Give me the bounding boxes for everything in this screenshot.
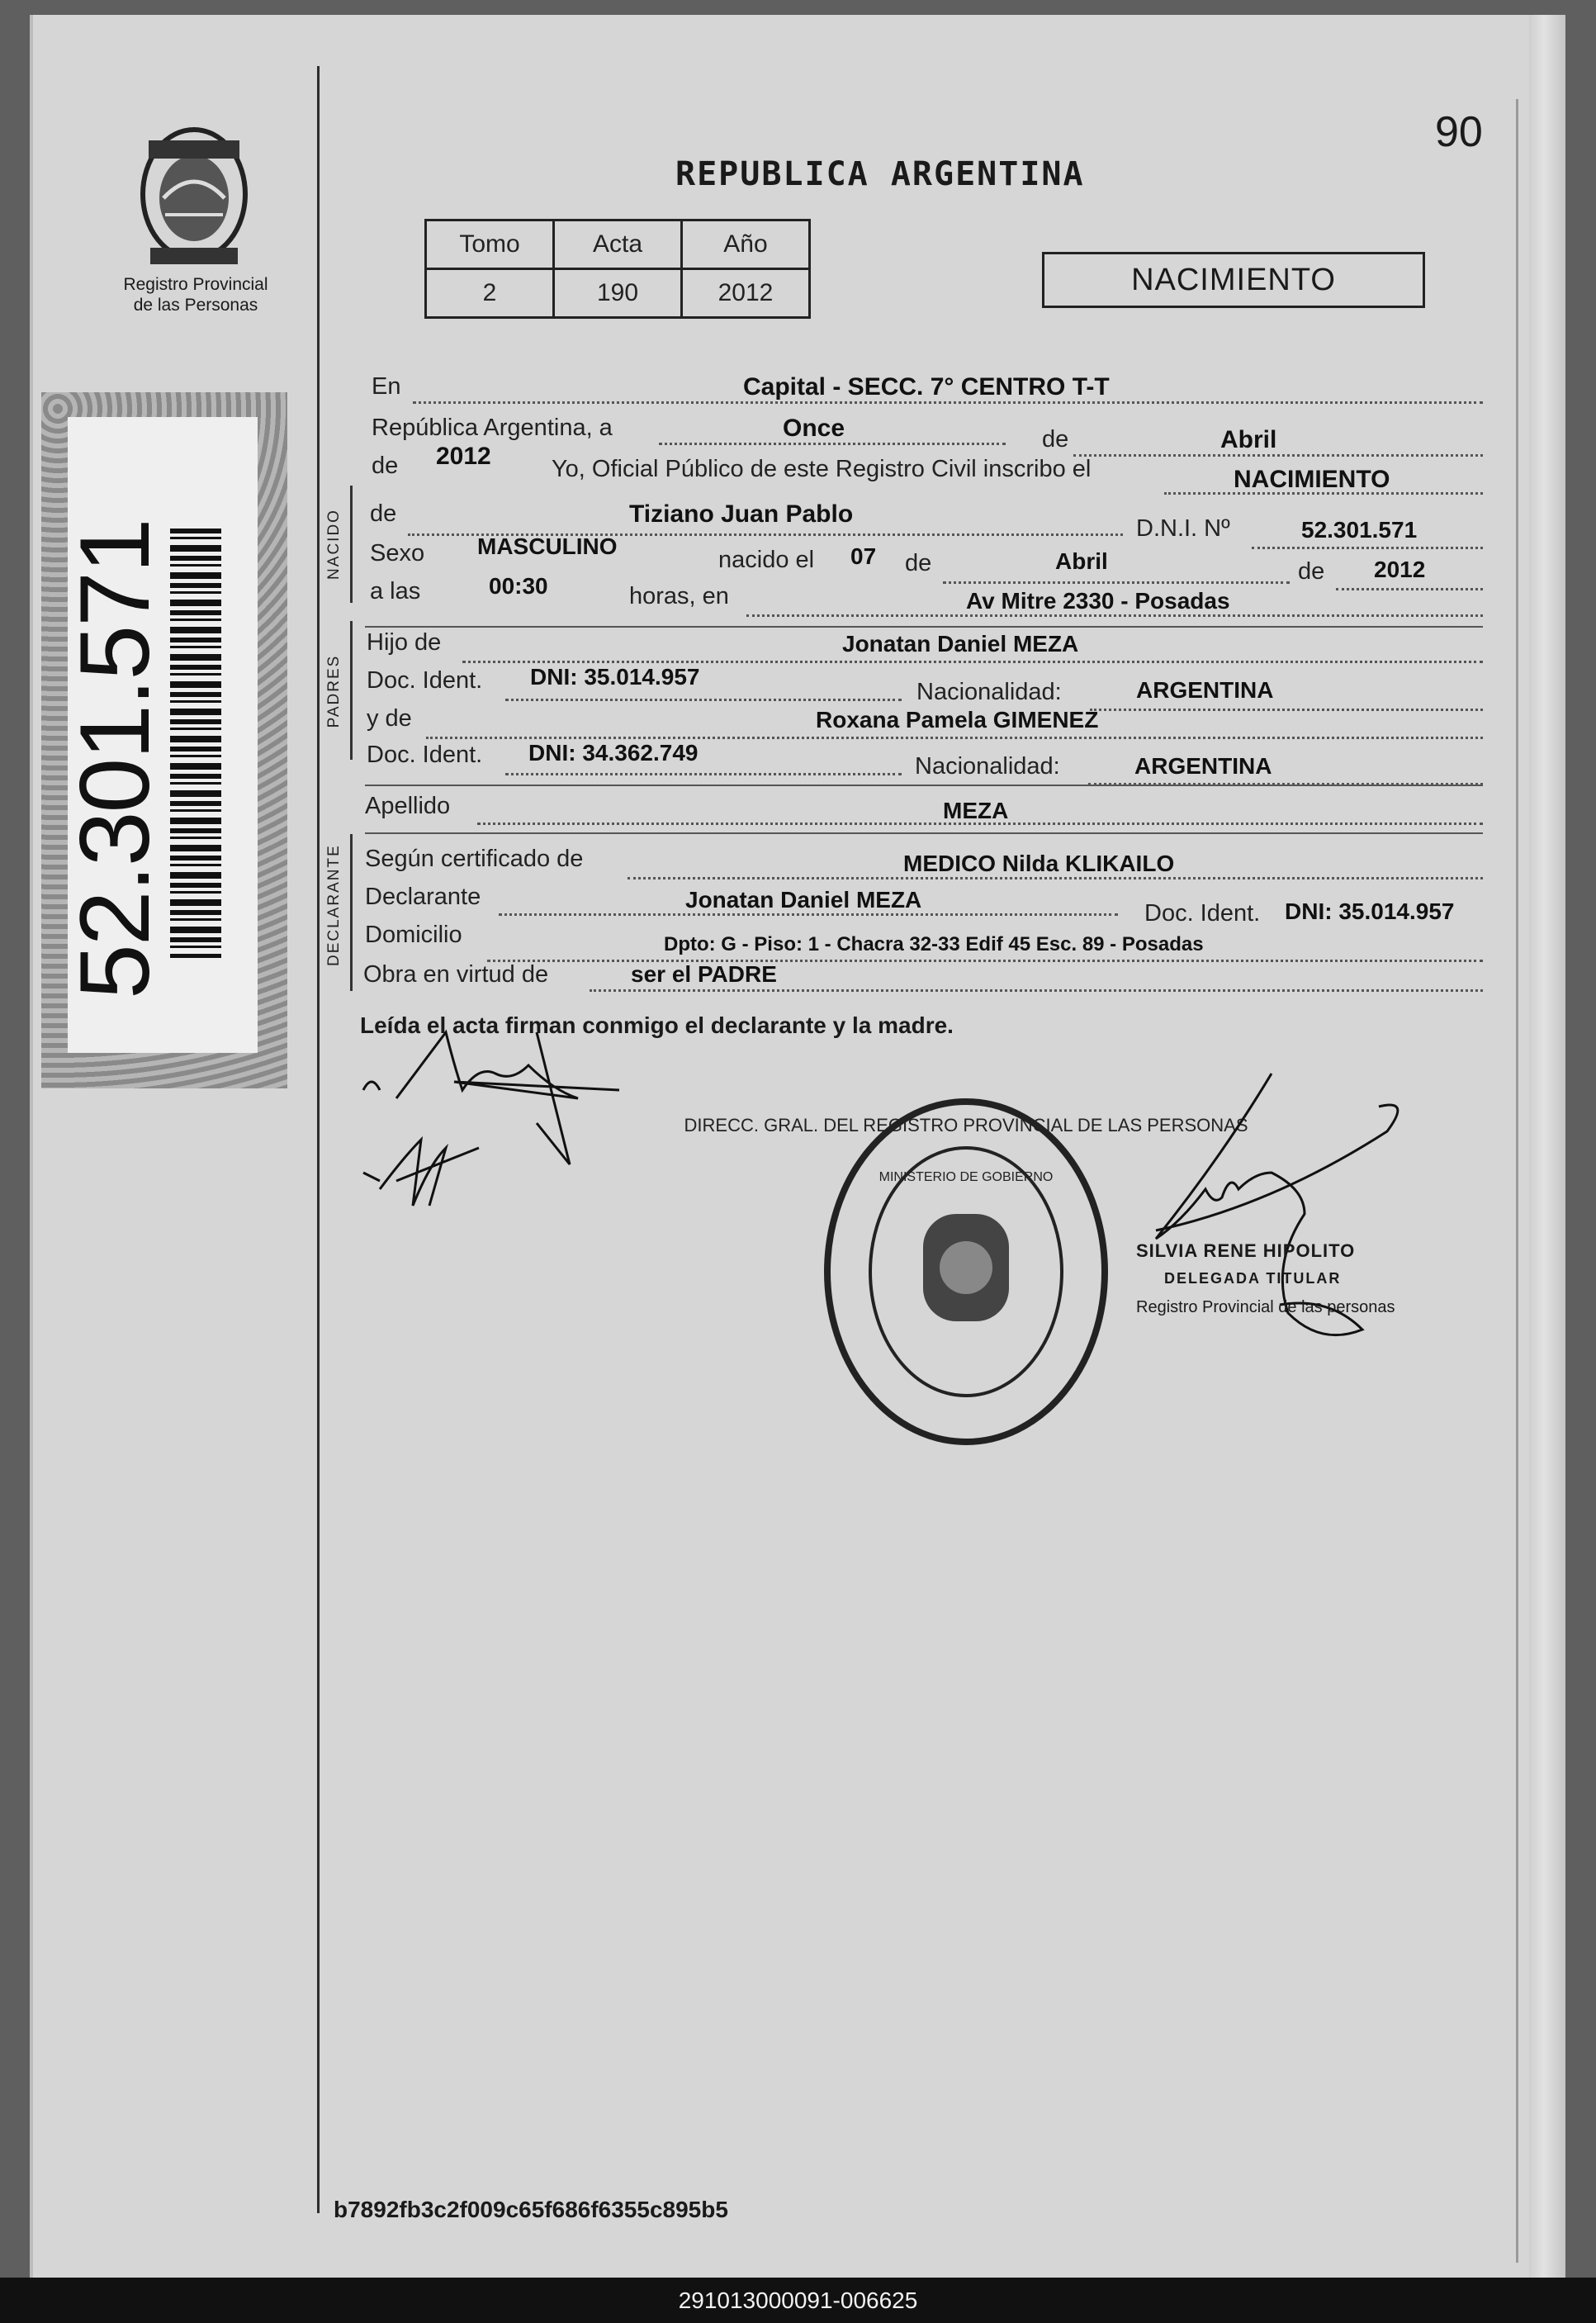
separator (365, 626, 1483, 628)
dotted-line (1336, 588, 1483, 590)
value-acta: 190 (554, 269, 682, 318)
sexo-label: Sexo (370, 540, 425, 567)
alas-label: a las (370, 578, 421, 604)
segun-value: MEDICO Nilda KLIKAILO (903, 851, 1175, 876)
de3-label: de (905, 550, 932, 576)
value-anio: 2012 (682, 269, 810, 318)
dotted-line (499, 913, 1118, 916)
dotted-line (659, 443, 1006, 445)
obra-value: ser el PADRE (631, 961, 777, 987)
dotted-line (1090, 709, 1483, 711)
dotted-line (505, 773, 902, 775)
separator (365, 832, 1483, 834)
officer-role: DELEGADA TITULAR (1164, 1270, 1342, 1287)
inscribo-value: NACIMIENTO (1234, 466, 1390, 493)
republica-label: República Argentina, a (372, 415, 613, 441)
section-label-padres: PADRES (325, 654, 343, 728)
madre-value: Roxana Pamela GIMENEZ (816, 707, 1099, 732)
yde-label: y de (367, 705, 412, 732)
declarant-signature (347, 1016, 677, 1247)
section-line-padres (350, 621, 353, 760)
doc1-label: Doc. Ident. (367, 667, 483, 694)
closing-text: Leída el acta firman conmigo el declarante y la madre. (360, 1012, 954, 1038)
en-label: En (372, 373, 401, 400)
apellido-label: Apellido (365, 793, 451, 819)
anio-value: 2012 (436, 443, 491, 470)
hora-value: 00:30 (489, 573, 548, 599)
separator (365, 785, 1483, 786)
dotted-line (413, 401, 1483, 404)
hijo-label: Hijo de (367, 629, 442, 656)
padre-value: Jonatan Daniel MEZA (842, 631, 1079, 657)
margin-line (317, 66, 320, 2213)
nombre-label: de (370, 500, 397, 527)
section-line-declarante (350, 834, 353, 991)
nacido-anio: 2012 (1374, 557, 1426, 582)
doc3-label: Doc. Ident. (1144, 900, 1261, 927)
declarante-value: Jonatan Daniel MEZA (685, 887, 922, 913)
barcode-bars (170, 529, 221, 958)
footer-id: 291013000091-006625 (0, 2278, 1596, 2323)
dotted-line (505, 699, 902, 701)
declarante-label: Declarante (365, 884, 481, 910)
dotted-line (590, 989, 1483, 992)
officer-name: SILVIA RENE HIPOLITO (1136, 1240, 1356, 1261)
logo-caption-2: de las Personas (133, 296, 258, 315)
value-tomo: 2 (426, 269, 554, 318)
doc3-value: DNI: 35.014.957 (1285, 898, 1455, 924)
dotted-line (1252, 547, 1483, 549)
mes-value: Abril (1220, 426, 1277, 453)
barcode-number: 52.301.571 (59, 519, 170, 999)
dotted-line (1073, 454, 1483, 457)
lugar-value: Av Mitre 2330 - Posadas (966, 588, 1230, 614)
horas-label: horas, en (629, 583, 729, 609)
nacido-label: nacido el (718, 547, 815, 573)
doc2-value: DNI: 34.362.749 (528, 740, 699, 766)
domicilio-value: Dpto: G - Piso: 1 - Chacra 32-33 Edif 45 Esc. 89 - Posadas (664, 933, 1204, 955)
document-hash: b7892fb3c2f009c65f686f6355c895b5 (334, 2197, 728, 2222)
header-anio: Año (682, 220, 810, 269)
de-label: de (1042, 426, 1069, 453)
nac2-value: ARGENTINA (1134, 753, 1272, 779)
header-acta: Acta (554, 220, 682, 269)
en-value: Capital - SECC. 7° CENTRO T-T (743, 373, 1110, 401)
nacido-dia: 07 (850, 543, 877, 569)
nac1-value: ARGENTINA (1136, 677, 1274, 703)
officer-signature (1090, 1065, 1437, 1412)
de4-label: de (1298, 558, 1325, 585)
dotted-line (426, 737, 1483, 739)
logo-caption-1: Registro Provincial (123, 275, 268, 294)
sexo-value: MASCULINO (477, 533, 618, 559)
dotted-line (746, 614, 1483, 617)
page-edge (1529, 15, 1565, 2278)
register-table (424, 219, 811, 319)
document-title: REPUBLICA ARGENTINA (675, 155, 1085, 193)
obra-label: Obra en virtud de (363, 961, 549, 988)
nac1-label: Nacionalidad: (916, 679, 1062, 705)
dni-value: 52.301.571 (1301, 517, 1418, 543)
nombre-value: Tiziano Juan Pablo (629, 500, 854, 528)
right-edge-line (1516, 99, 1518, 2263)
header-tomo: Tomo (426, 220, 554, 269)
dotted-line (462, 661, 1483, 663)
nac2-label: Nacionalidad: (915, 753, 1060, 780)
dotted-line (628, 877, 1483, 879)
section-line-nacido (350, 486, 353, 603)
officer-office: Registro Provincial de las personas (1136, 1298, 1395, 1316)
de2-label: de (372, 453, 399, 479)
domicilio-label: Domicilio (365, 922, 462, 948)
coat-of-arms-logo (124, 116, 272, 273)
page-number: 90 (1435, 108, 1483, 156)
section-label-declarante: DECLARANTE (325, 844, 343, 966)
section-label-nacido: NACIDO (325, 509, 343, 580)
apellido-value: MEZA (943, 798, 1009, 823)
doc2-label: Doc. Ident. (367, 742, 483, 768)
act-type-box: NACIMIENTO (1042, 252, 1425, 308)
dni-label: D.N.I. Nº (1136, 515, 1230, 542)
stamp-ring-text: DIRECC. GRAL. DEL REGISTRO PROVINCIAL DE LAS PERSONAS (684, 1115, 1248, 1135)
dotted-line (943, 581, 1290, 584)
yo-text: Yo, Oficial Público de este Registro Civil inscribo el (552, 456, 1092, 482)
dia-value: Once (783, 415, 845, 442)
doc1-value: DNI: 35.014.957 (530, 664, 700, 690)
stamp-inner-text: MINISTERIO DE GOBIERNO (879, 1170, 1054, 1184)
segun-label: Según certificado de (365, 846, 584, 872)
nacido-mes: Abril (1055, 548, 1108, 574)
